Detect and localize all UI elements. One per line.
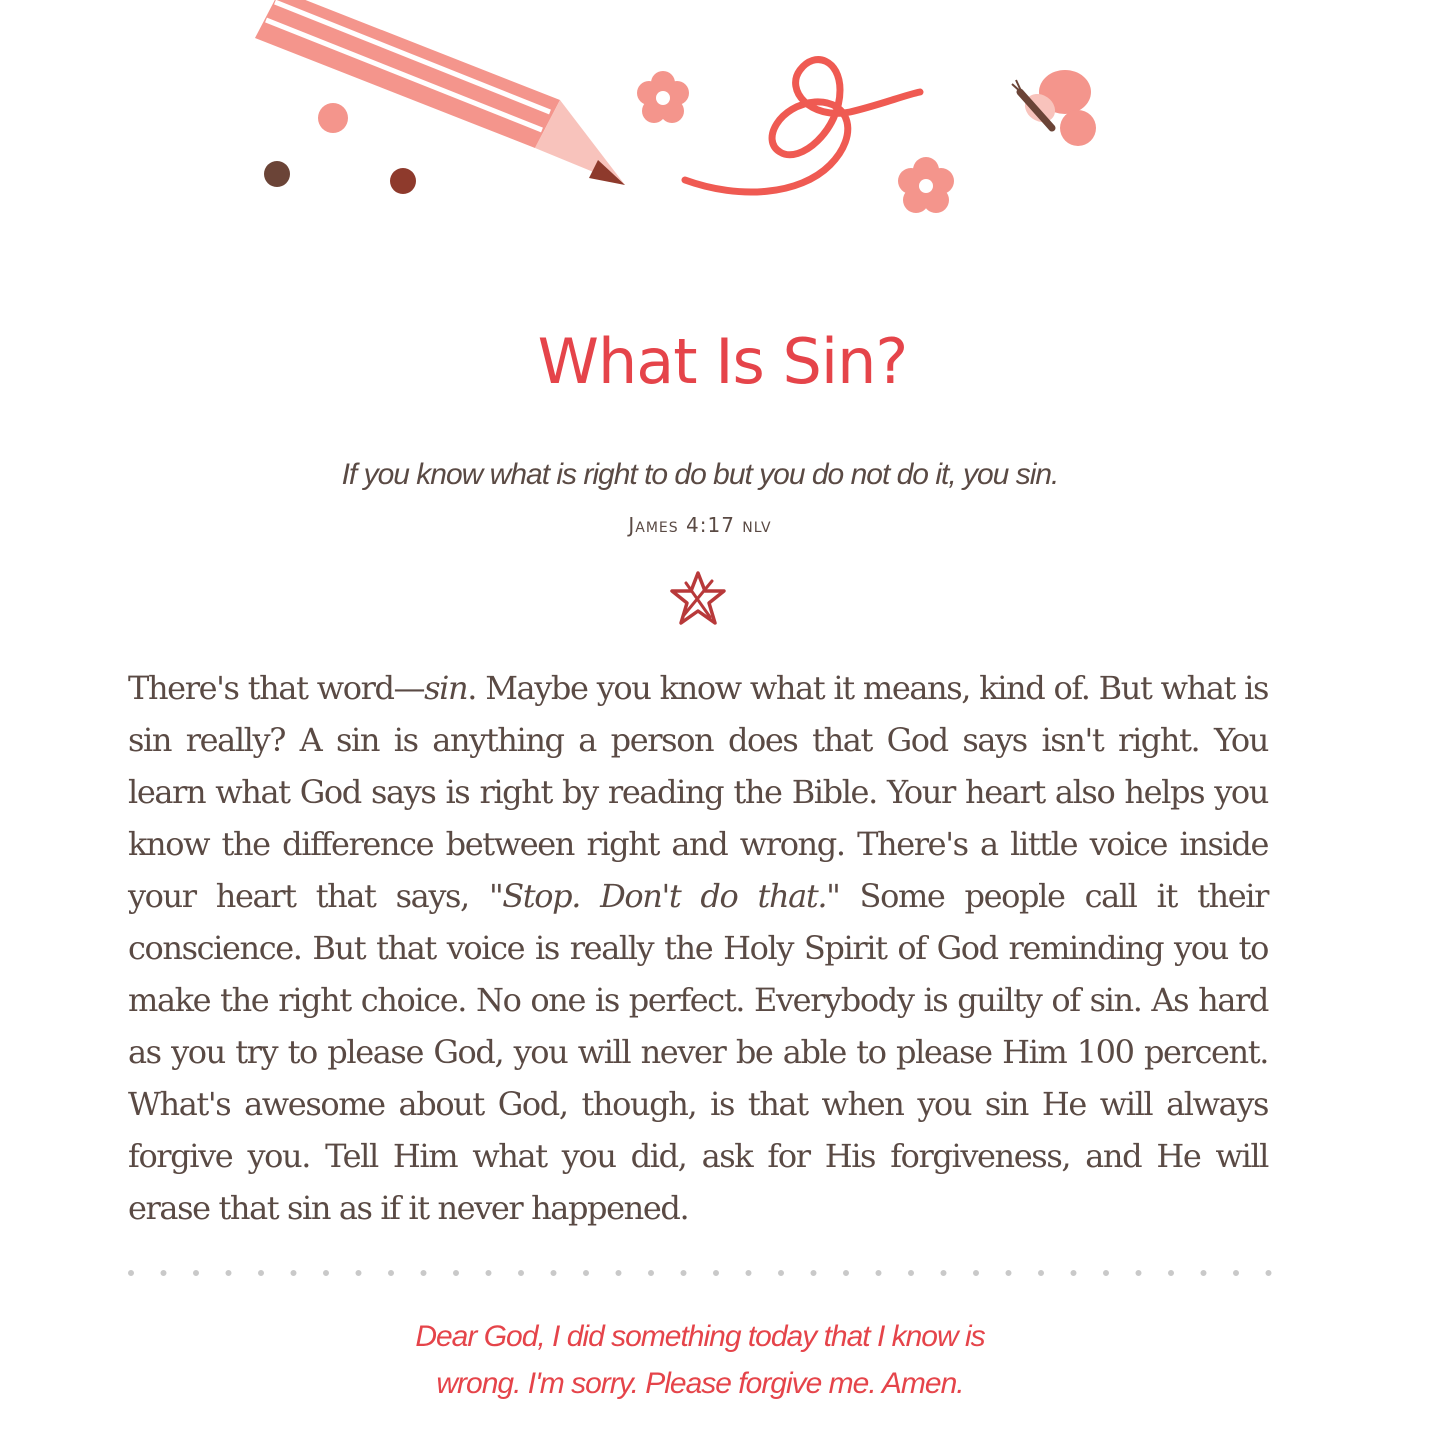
body-text-part: Some people call it their conscience. But that voice is really the Holy Spirit of God reminding you to make the right choice. No one is perfect. Everybody is guilty of sin. As hard as you try to please God, you will never be able to please Him 100 percent. What's awesome about God, though, is that when you sin He will always forgive you. Tell Him what you did, ask for His forgiveness, and He will erase that sin as if it never happened. [128, 877, 1269, 1227]
prayer-line: Dear God, I did something today that I know is [415, 1320, 985, 1353]
prayer [0, 1313, 1400, 1407]
body-text-part: . Maybe you know what it means, kind of. But what is sin really? A sin is anything a person does that God says isn't right. You learn what God says is right by reading the Bible. Your heart also helps you know the difference between right and wrong. There's a little voice inside your heart that says, [128, 669, 1268, 915]
scripture-verse: If you know what is right to do but you do not do it, you sin. [341, 458, 1059, 491]
header-decorations [0, 0, 1445, 240]
body-emphasis: "Stop. Don't do that." [488, 877, 840, 915]
scripture-reference: James 4:17 nlv [628, 513, 772, 537]
pencil-icon [255, 0, 625, 185]
body-emphasis: sin [424, 669, 468, 707]
swirl-icon [685, 60, 920, 192]
body-text-part: There's that word— [128, 669, 425, 707]
prayer-line: wrong. I'm sorry. Please forgive me. Amen. [436, 1367, 964, 1400]
butterfly-icon [1012, 70, 1096, 146]
flower-icon [898, 157, 954, 213]
dotted-divider [128, 1267, 1273, 1279]
flower-icon [637, 71, 689, 123]
star-icon [666, 567, 730, 631]
devotional-body [128, 662, 1268, 1234]
page-title: What Is Sin? [537, 325, 908, 398]
dots-icon [264, 103, 416, 194]
